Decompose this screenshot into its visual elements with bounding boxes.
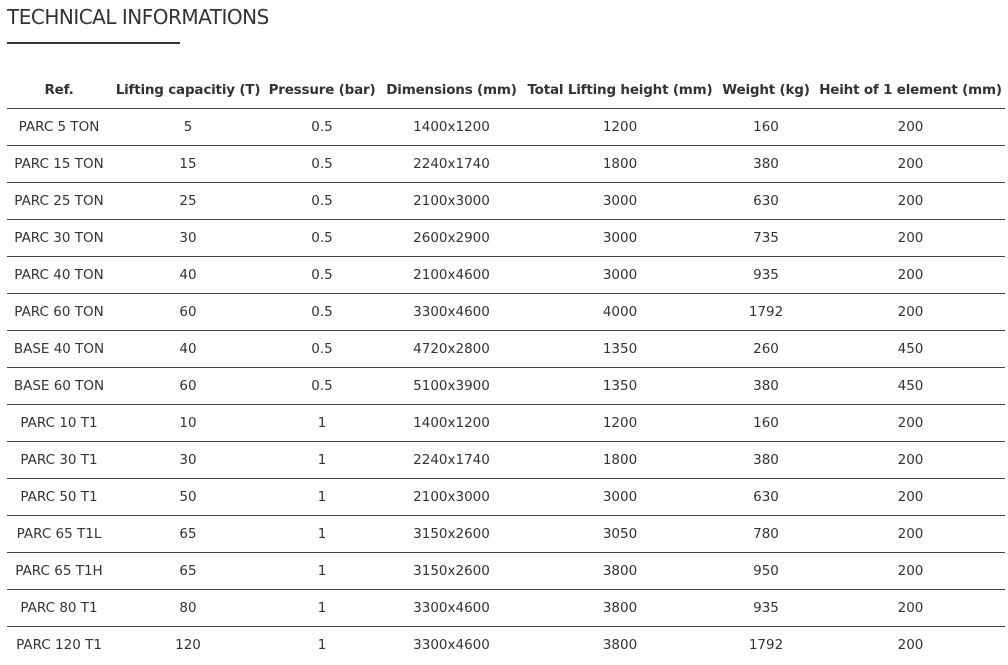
cell-pressure: 0.5 [265, 109, 379, 146]
cell-pressure: 1 [265, 590, 379, 627]
cell-total-lifting-height: 3000 [524, 183, 716, 220]
cell-total-lifting-height: 1200 [524, 405, 716, 442]
cell-dimensions: 1400x1200 [379, 109, 524, 146]
cell-ref: PARC 10 T1 [7, 405, 111, 442]
cell-ref: PARC 60 TON [7, 294, 111, 331]
table-row [7, 590, 1005, 627]
cell-weight: 380 [716, 146, 816, 183]
cell-pressure: 0.5 [265, 220, 379, 257]
cell-element-height: 200 [816, 516, 1005, 553]
cell-dimensions: 2100x3000 [379, 479, 524, 516]
cell-total-lifting-height: 3800 [602, 637, 638, 653]
cell-element-height: 200 [816, 442, 1005, 479]
cell-ref: BASE 60 TON [7, 368, 111, 405]
cell-weight: 160 [716, 405, 816, 442]
cell-dimensions: 2100x3000 [379, 183, 524, 220]
cell-ref: PARC 15 TON [7, 146, 111, 183]
cell-dimensions: 2240x1740 [379, 146, 524, 183]
table-row [7, 109, 1005, 146]
table-row [7, 516, 1005, 553]
cell-dimensions: 3300x4600 [379, 294, 524, 331]
cell-dimensions: 3150x2600 [379, 516, 524, 553]
cell-pressure: 1 [265, 516, 379, 553]
cell-pressure: 1 [265, 553, 379, 590]
cell-lifting-capacity: 10 [111, 405, 265, 442]
cell-lifting-capacity: 65 [111, 516, 265, 553]
cell-pressure: 1 [265, 405, 379, 442]
table-row [7, 331, 1005, 368]
cell-ref: PARC 65 T1H [7, 553, 111, 590]
table-row [7, 627, 1005, 664]
cell-weight: 950 [716, 553, 816, 590]
cell-total-lifting-height: 3000 [524, 479, 716, 516]
cell-element-height: 200 [816, 294, 1005, 331]
cell-weight: 630 [716, 183, 816, 220]
header-element-height: Heiht of 1 element (mm) [816, 72, 1005, 109]
cell-element-height: 200 [816, 479, 1005, 516]
header-weight: Weight (kg) [716, 72, 816, 109]
cell-ref: PARC 5 TON [7, 109, 111, 146]
cell-total-lifting-height: 3800 [524, 553, 716, 590]
cell-total-lifting-height: 3000 [524, 220, 716, 257]
cell-total-lifting-height: 4000 [524, 294, 716, 331]
table-row [7, 442, 1005, 479]
cell-lifting-capacity: 40 [111, 257, 265, 294]
cell-element-height: 200 [816, 257, 1005, 294]
cell-element-height: 450 [816, 331, 1005, 368]
cell-ref: PARC 80 T1 [7, 590, 111, 627]
cell-total-lifting-height: 1200 [524, 109, 716, 146]
cell-pressure: 0.5 [265, 294, 379, 331]
cell-ref: PARC 30 T1 [7, 442, 111, 479]
cell-pressure: 0.5 [265, 146, 379, 183]
cell-pressure: 1 [265, 479, 379, 516]
table-row [7, 220, 1005, 257]
header-total-lifting-height: Total Lifting height (mm) [524, 72, 716, 109]
page-title: TECHNICAL INFORMATIONS [7, 5, 269, 29]
cell-weight: 735 [716, 220, 816, 257]
cell-total-lifting-height: 1350 [524, 368, 716, 405]
header-dimensions: Dimensions (mm) [379, 72, 524, 109]
cell-total-lifting-height: 1800 [524, 146, 716, 183]
cell-total-lifting-height: 3800 [524, 590, 716, 627]
cell-element-height: 200 [816, 183, 1005, 220]
cell-total-lifting-height: 3000 [524, 257, 716, 294]
cell-weight: 935 [716, 257, 816, 294]
cell-lifting-capacity: 60 [111, 294, 265, 331]
cell-dimensions: 2600x2900 [379, 220, 524, 257]
cell-weight: 780 [716, 516, 816, 553]
cell-element-height: 200 [816, 405, 1005, 442]
cell-pressure: 0.5 [265, 183, 379, 220]
cell-ref: PARC 25 TON [7, 183, 111, 220]
cell-element-height: 200 [816, 590, 1005, 627]
table-row [7, 257, 1005, 294]
cell-element-height: 200 [816, 109, 1005, 146]
header-row [7, 72, 1005, 109]
table-row [7, 294, 1005, 331]
cell-pressure: 1 [317, 637, 327, 653]
cell-pressure: 1 [265, 442, 379, 479]
cell-dimensions: 3300x4600 [379, 590, 524, 627]
cell-lifting-capacity: 120 [175, 637, 201, 653]
cell-element-height: 200 [816, 553, 1005, 590]
cell-pressure: 0.5 [265, 368, 379, 405]
cell-dimensions: 2240x1740 [379, 442, 524, 479]
cell-dimensions: 1400x1200 [379, 405, 524, 442]
cell-lifting-capacity: 80 [111, 590, 265, 627]
cell-lifting-capacity: 15 [111, 146, 265, 183]
cell-ref: PARC 50 T1 [7, 479, 111, 516]
table-body [7, 109, 1005, 664]
cell-total-lifting-height: 1800 [524, 442, 716, 479]
title-underline [7, 42, 180, 44]
cell-lifting-capacity: 30 [111, 220, 265, 257]
table-row [7, 183, 1005, 220]
header-lifting-capacity: Lifting capacitiy (T) [111, 72, 265, 109]
cell-lifting-capacity: 30 [111, 442, 265, 479]
cell-weight: 630 [716, 479, 816, 516]
cell-weight: 1792 [716, 294, 816, 331]
cell-ref: BASE 40 TON [7, 331, 111, 368]
table-row [7, 146, 1005, 183]
cell-pressure: 0.5 [265, 257, 379, 294]
table-row [7, 405, 1005, 442]
cell-lifting-capacity: 25 [111, 183, 265, 220]
cell-total-lifting-height: 3050 [524, 516, 716, 553]
cell-lifting-capacity: 65 [111, 553, 265, 590]
cell-lifting-capacity: 60 [111, 368, 265, 405]
cell-weight: 380 [716, 368, 816, 405]
cell-element-height: 200 [897, 637, 924, 653]
header-pressure: Pressure (bar) [265, 72, 379, 109]
cell-pressure: 0.5 [265, 331, 379, 368]
cell-dimensions: 5100x3900 [379, 368, 524, 405]
table-row [7, 479, 1005, 516]
cell-element-height: 200 [816, 146, 1005, 183]
cell-weight: 380 [716, 442, 816, 479]
table-row [7, 368, 1005, 405]
cell-dimensions: 3300x4600 [413, 637, 490, 653]
technical-specs-table [7, 72, 1005, 663]
cell-element-height: 200 [816, 220, 1005, 257]
cell-dimensions: 3150x2600 [379, 553, 524, 590]
cell-ref: PARC 30 TON [7, 220, 111, 257]
cell-lifting-capacity: 5 [111, 109, 265, 146]
cell-ref: PARC 120 T1 [16, 637, 102, 653]
cell-weight: 160 [716, 109, 816, 146]
cell-dimensions: 2100x4600 [379, 257, 524, 294]
table-header [7, 72, 1005, 109]
cell-weight: 935 [716, 590, 816, 627]
cell-lifting-capacity: 50 [111, 479, 265, 516]
cell-dimensions: 4720x2800 [379, 331, 524, 368]
header-ref: Ref. [7, 72, 111, 109]
cell-element-height: 450 [816, 368, 1005, 405]
table-row [7, 553, 1005, 590]
cell-weight: 260 [716, 331, 816, 368]
cell-lifting-capacity: 40 [111, 331, 265, 368]
cell-weight: 1792 [748, 637, 784, 653]
cell-total-lifting-height: 1350 [524, 331, 716, 368]
cell-ref: PARC 65 T1L [7, 516, 111, 553]
cell-ref: PARC 40 TON [7, 257, 111, 294]
